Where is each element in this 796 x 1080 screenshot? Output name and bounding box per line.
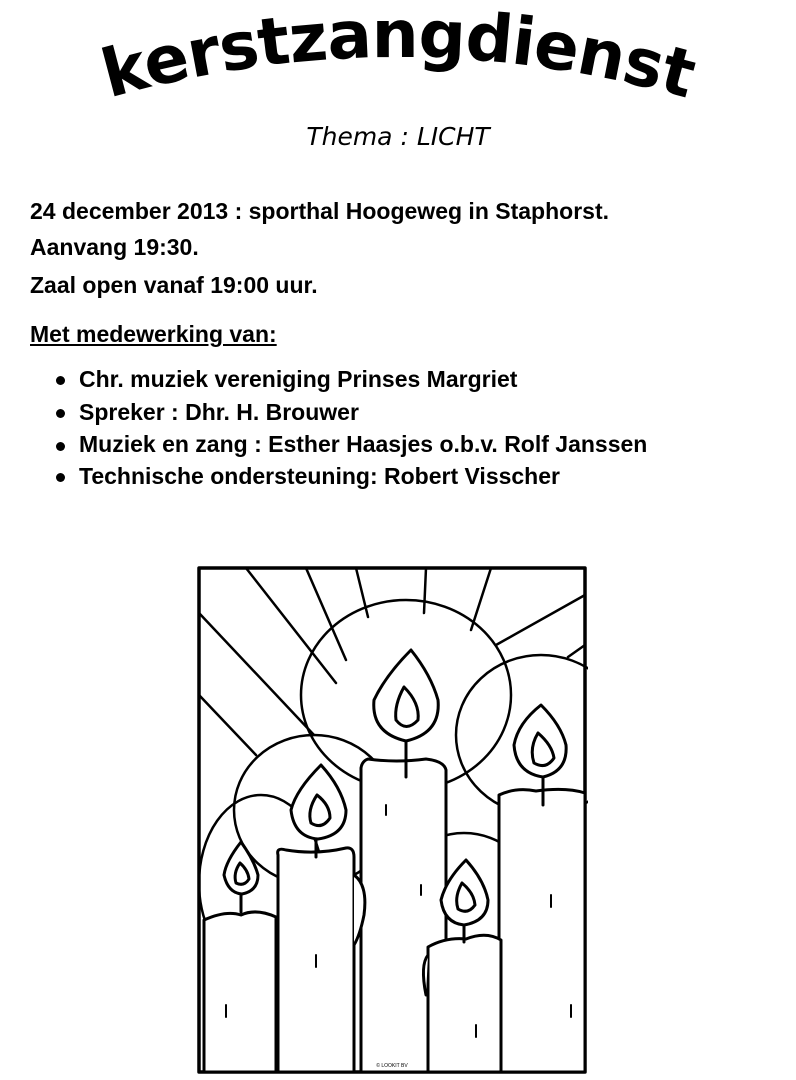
contributors-heading: Met medewerking van:	[30, 321, 277, 347]
theme-subtitle: Thema : LICHT	[306, 122, 490, 151]
event-date-location: 24 december 2013 : sporthal Hoogeweg in Staphorst.	[30, 198, 609, 224]
candles-illustration	[196, 565, 588, 1075]
copyright-text: © LOOKIT BV	[376, 1063, 408, 1069]
doors-open-time: Zaal open vanaf 19:00 uur.	[30, 272, 318, 298]
candles	[204, 759, 585, 1072]
list-item: Technische ondersteuning: Robert Visscher	[50, 460, 750, 493]
list-item: Spreker : Dhr. H. Brouwer	[50, 396, 750, 429]
event-start-time: Aanvang 19:30.	[30, 234, 199, 260]
title-text: kerstzangdienst	[93, 0, 703, 114]
contributors-list	[50, 363, 750, 493]
page-title	[0, 0, 796, 120]
list-item: Chr. muziek vereniging Prinses Margriet	[50, 363, 750, 396]
list-item: Muziek en zang : Esther Haasjes o.b.v. Rolf Janssen	[50, 429, 750, 460]
svg-text:kerstzangdienst	[94, 0, 703, 113]
